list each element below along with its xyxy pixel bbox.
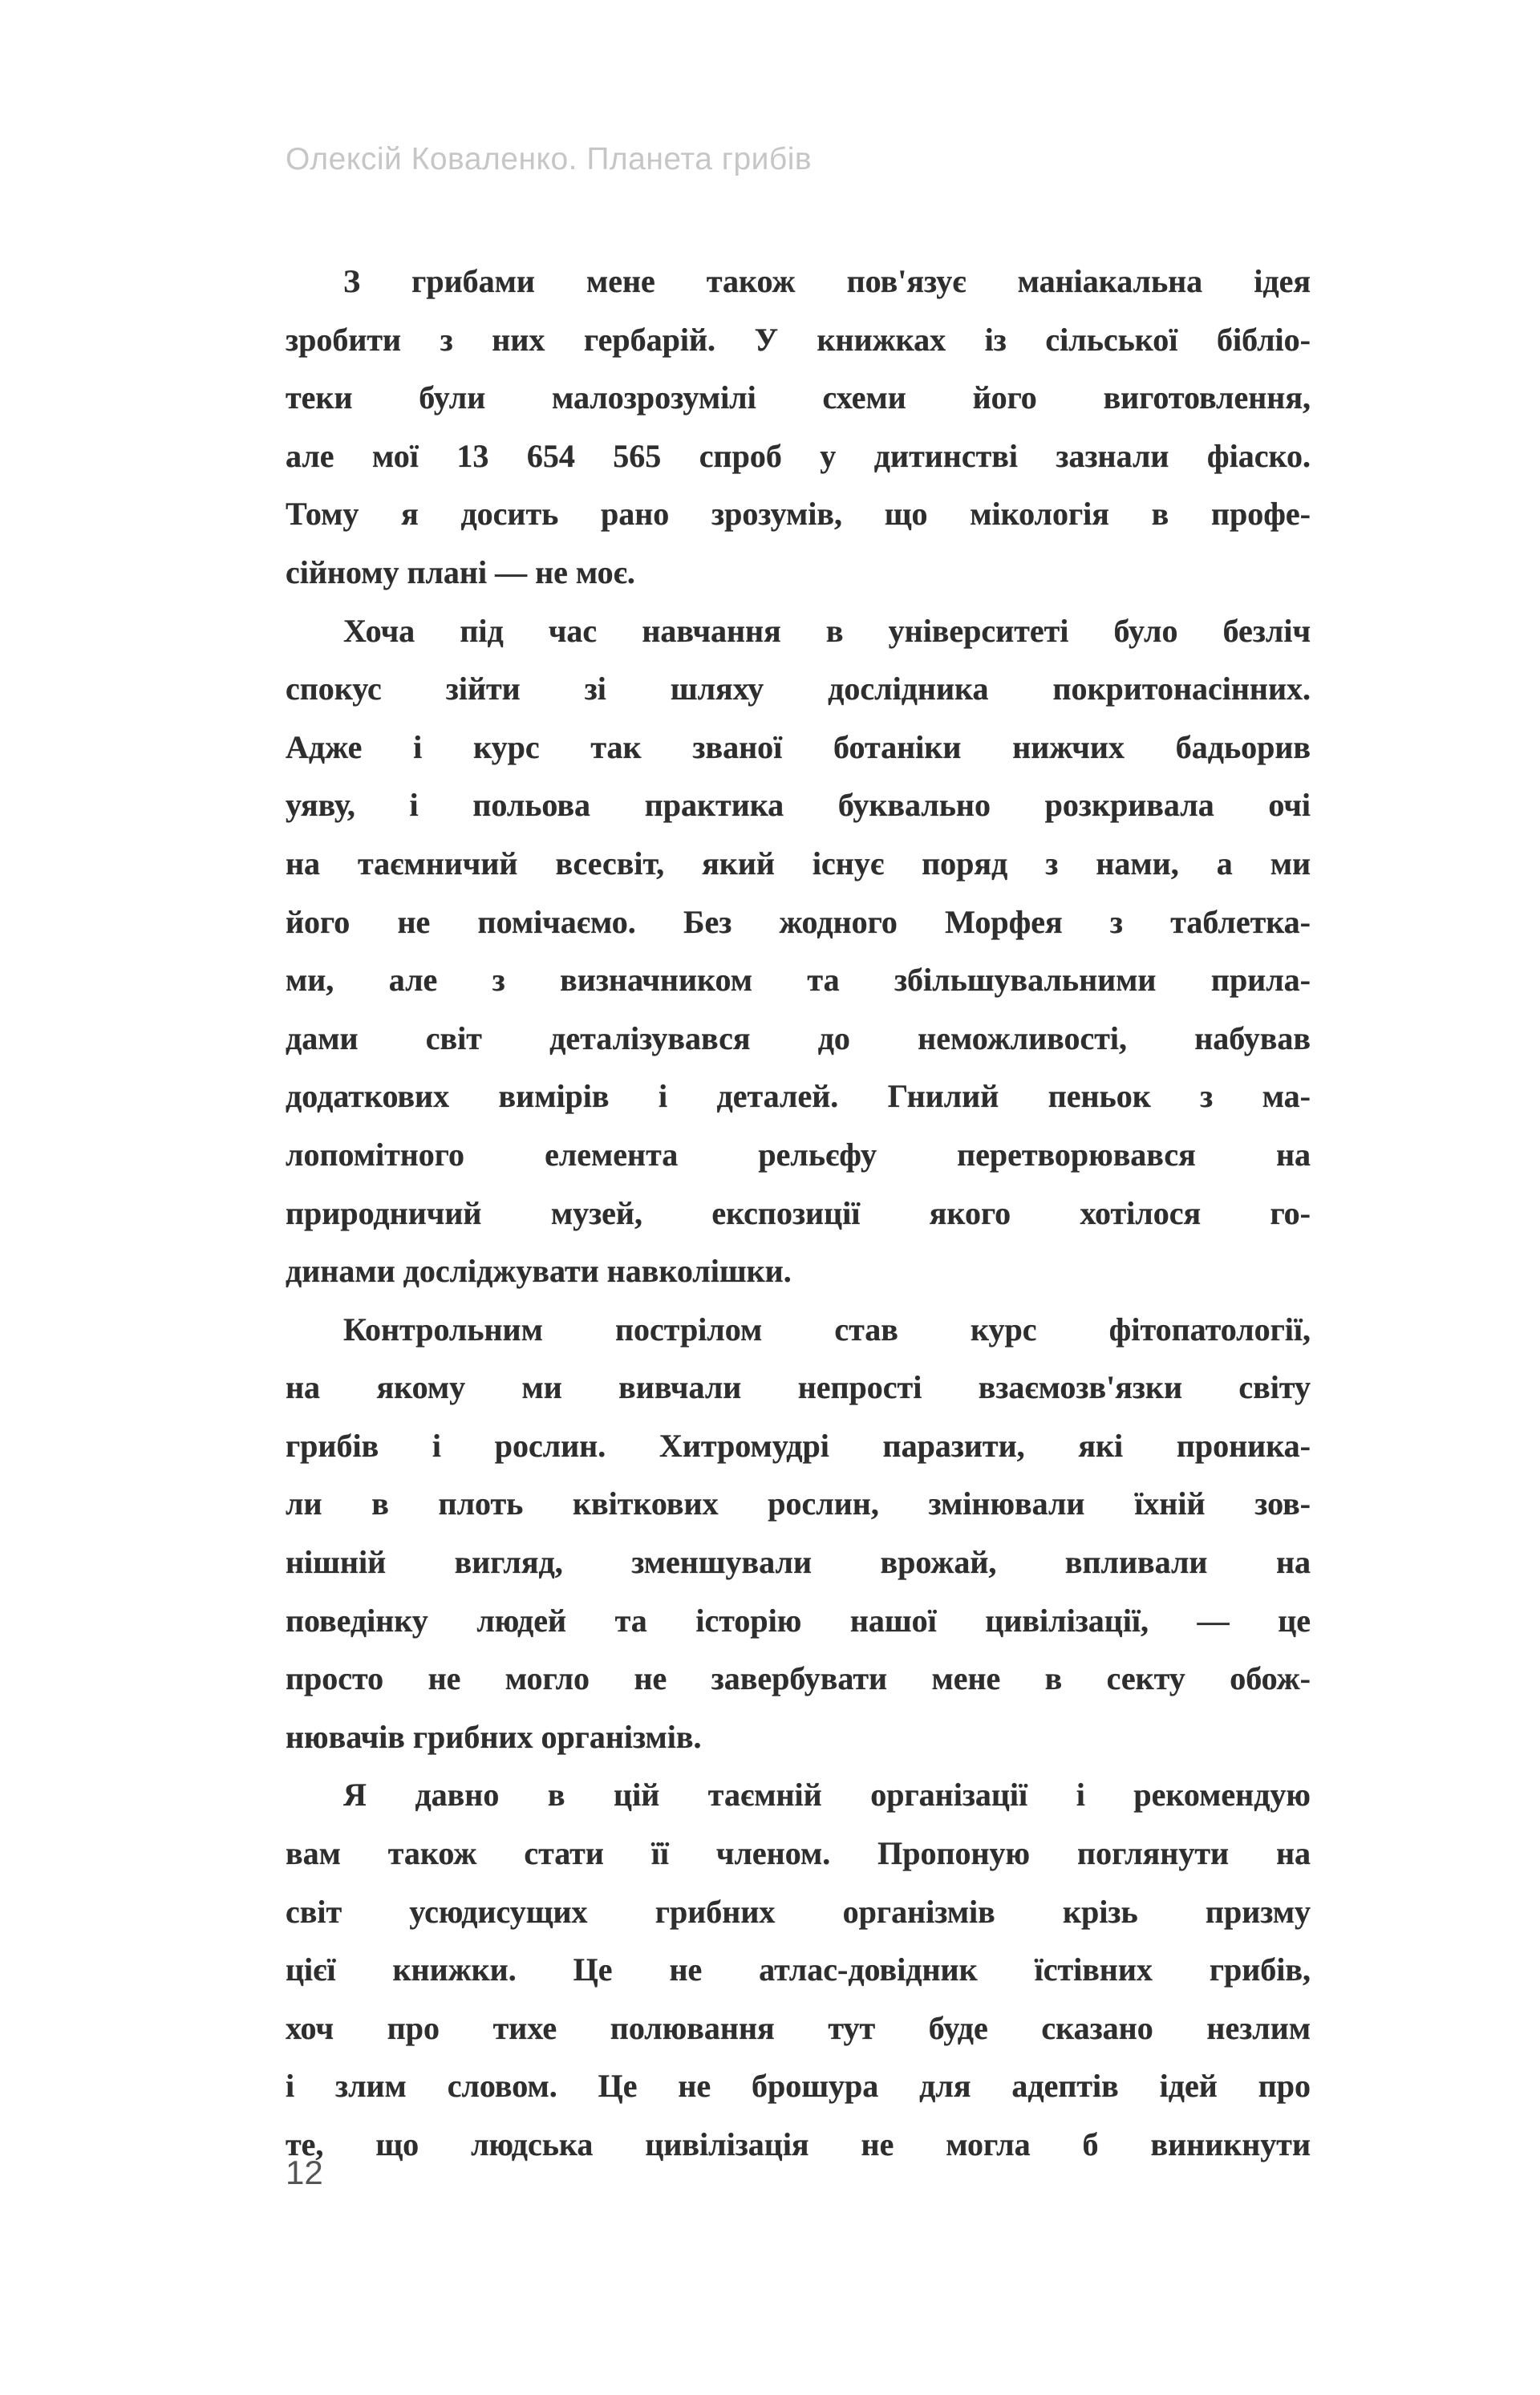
text-line: на таємничий всесвіт, який існує поряд з нами, а ми (286, 845, 1311, 881)
text-line: Я давно в цій таємній організації і рекомендую (343, 1777, 1311, 1813)
text-line: спокус зійти зі шляху дослідника покритонасінних. (286, 671, 1311, 707)
text-line: хоч про тихе полювання тут буде сказано незлим (286, 2009, 1311, 2046)
text-line: грибів і рослин. Хитромудрі паразити, які проника- (286, 1427, 1311, 1464)
text-line: нішній вигляд, зменшували врожай, впливали на (286, 1544, 1311, 1581)
text-line: сійному плані — не моє. (286, 553, 635, 590)
text-line: додаткових вимірів і деталей. Гнилий пеньок з ма- (286, 1078, 1311, 1115)
text-line: світ усюдисущих грибних організмів крізь призму (286, 1893, 1311, 1930)
text-line: його не помічаємо. Без жодного Морфея з таблетка- (286, 903, 1311, 940)
text-line: лопомітного елемента рельєфу перетворювався на (286, 1136, 1311, 1173)
body-text (286, 253, 1311, 2174)
text-line: З грибами мене також пов'язує маніакальна ідея (343, 263, 1311, 299)
text-line: ли в плоть квіткових рослин, змінювали їхній зов- (286, 1485, 1311, 1522)
text-line: природничий музей, експозиції якого хотілося го- (286, 1194, 1311, 1231)
text-line: і злим словом. Це не брошура для адептів ідей про (286, 2068, 1311, 2105)
text-line: уяву, і польова практика буквально розкривала очі (286, 787, 1311, 824)
text-line: дами світ деталізувався до неможливості, набував (286, 1019, 1311, 1056)
text-line: вам також стати її членом. Пропоную поглянути на (286, 1835, 1311, 1872)
text-line: Хоча під час навчання в університеті було безліч (343, 612, 1311, 649)
text-line: Тому я досить рано зрозумів, що мікологія в профе- (286, 496, 1311, 533)
text-line: поведінку людей та історію нашої цивілізації, — це (286, 1602, 1311, 1639)
running-head: Олексій Коваленко. Планета грибів (286, 142, 813, 176)
text-line: на якому ми вивчали непрості взаємозв'язки світу (286, 1369, 1311, 1406)
text-line: те, що людська цивілізація не могла б виникнути (286, 2126, 1311, 2162)
text-line: Адже і курс так званої ботаніки нижчих бадьорив (286, 728, 1311, 765)
text-line: динами досліджувати навколішки. (286, 1253, 792, 1290)
text-line: Контрольним пострілом став курс фітопатології, (343, 1311, 1311, 1347)
text-line: зробити з них гербарій. У книжках із сільської бібліо- (286, 321, 1311, 358)
text-line: просто не могло не завербувати мене в секту обож- (286, 1660, 1311, 1697)
text-line: цієї книжки. Це не атлас-довідник їстівних грибів, (286, 1951, 1311, 1988)
text-line: ми, але з визначником та збільшувальними прила- (286, 962, 1311, 999)
text-line: нювачів грибних організмів. (286, 1718, 702, 1755)
text-line: теки були малозрозумілі схеми його виготовлення, (286, 379, 1311, 416)
text-line: але мої 13 654 565 спроб у дитинстві зазнали фіаско. (286, 437, 1311, 474)
page-number: 12 (286, 2154, 323, 2191)
